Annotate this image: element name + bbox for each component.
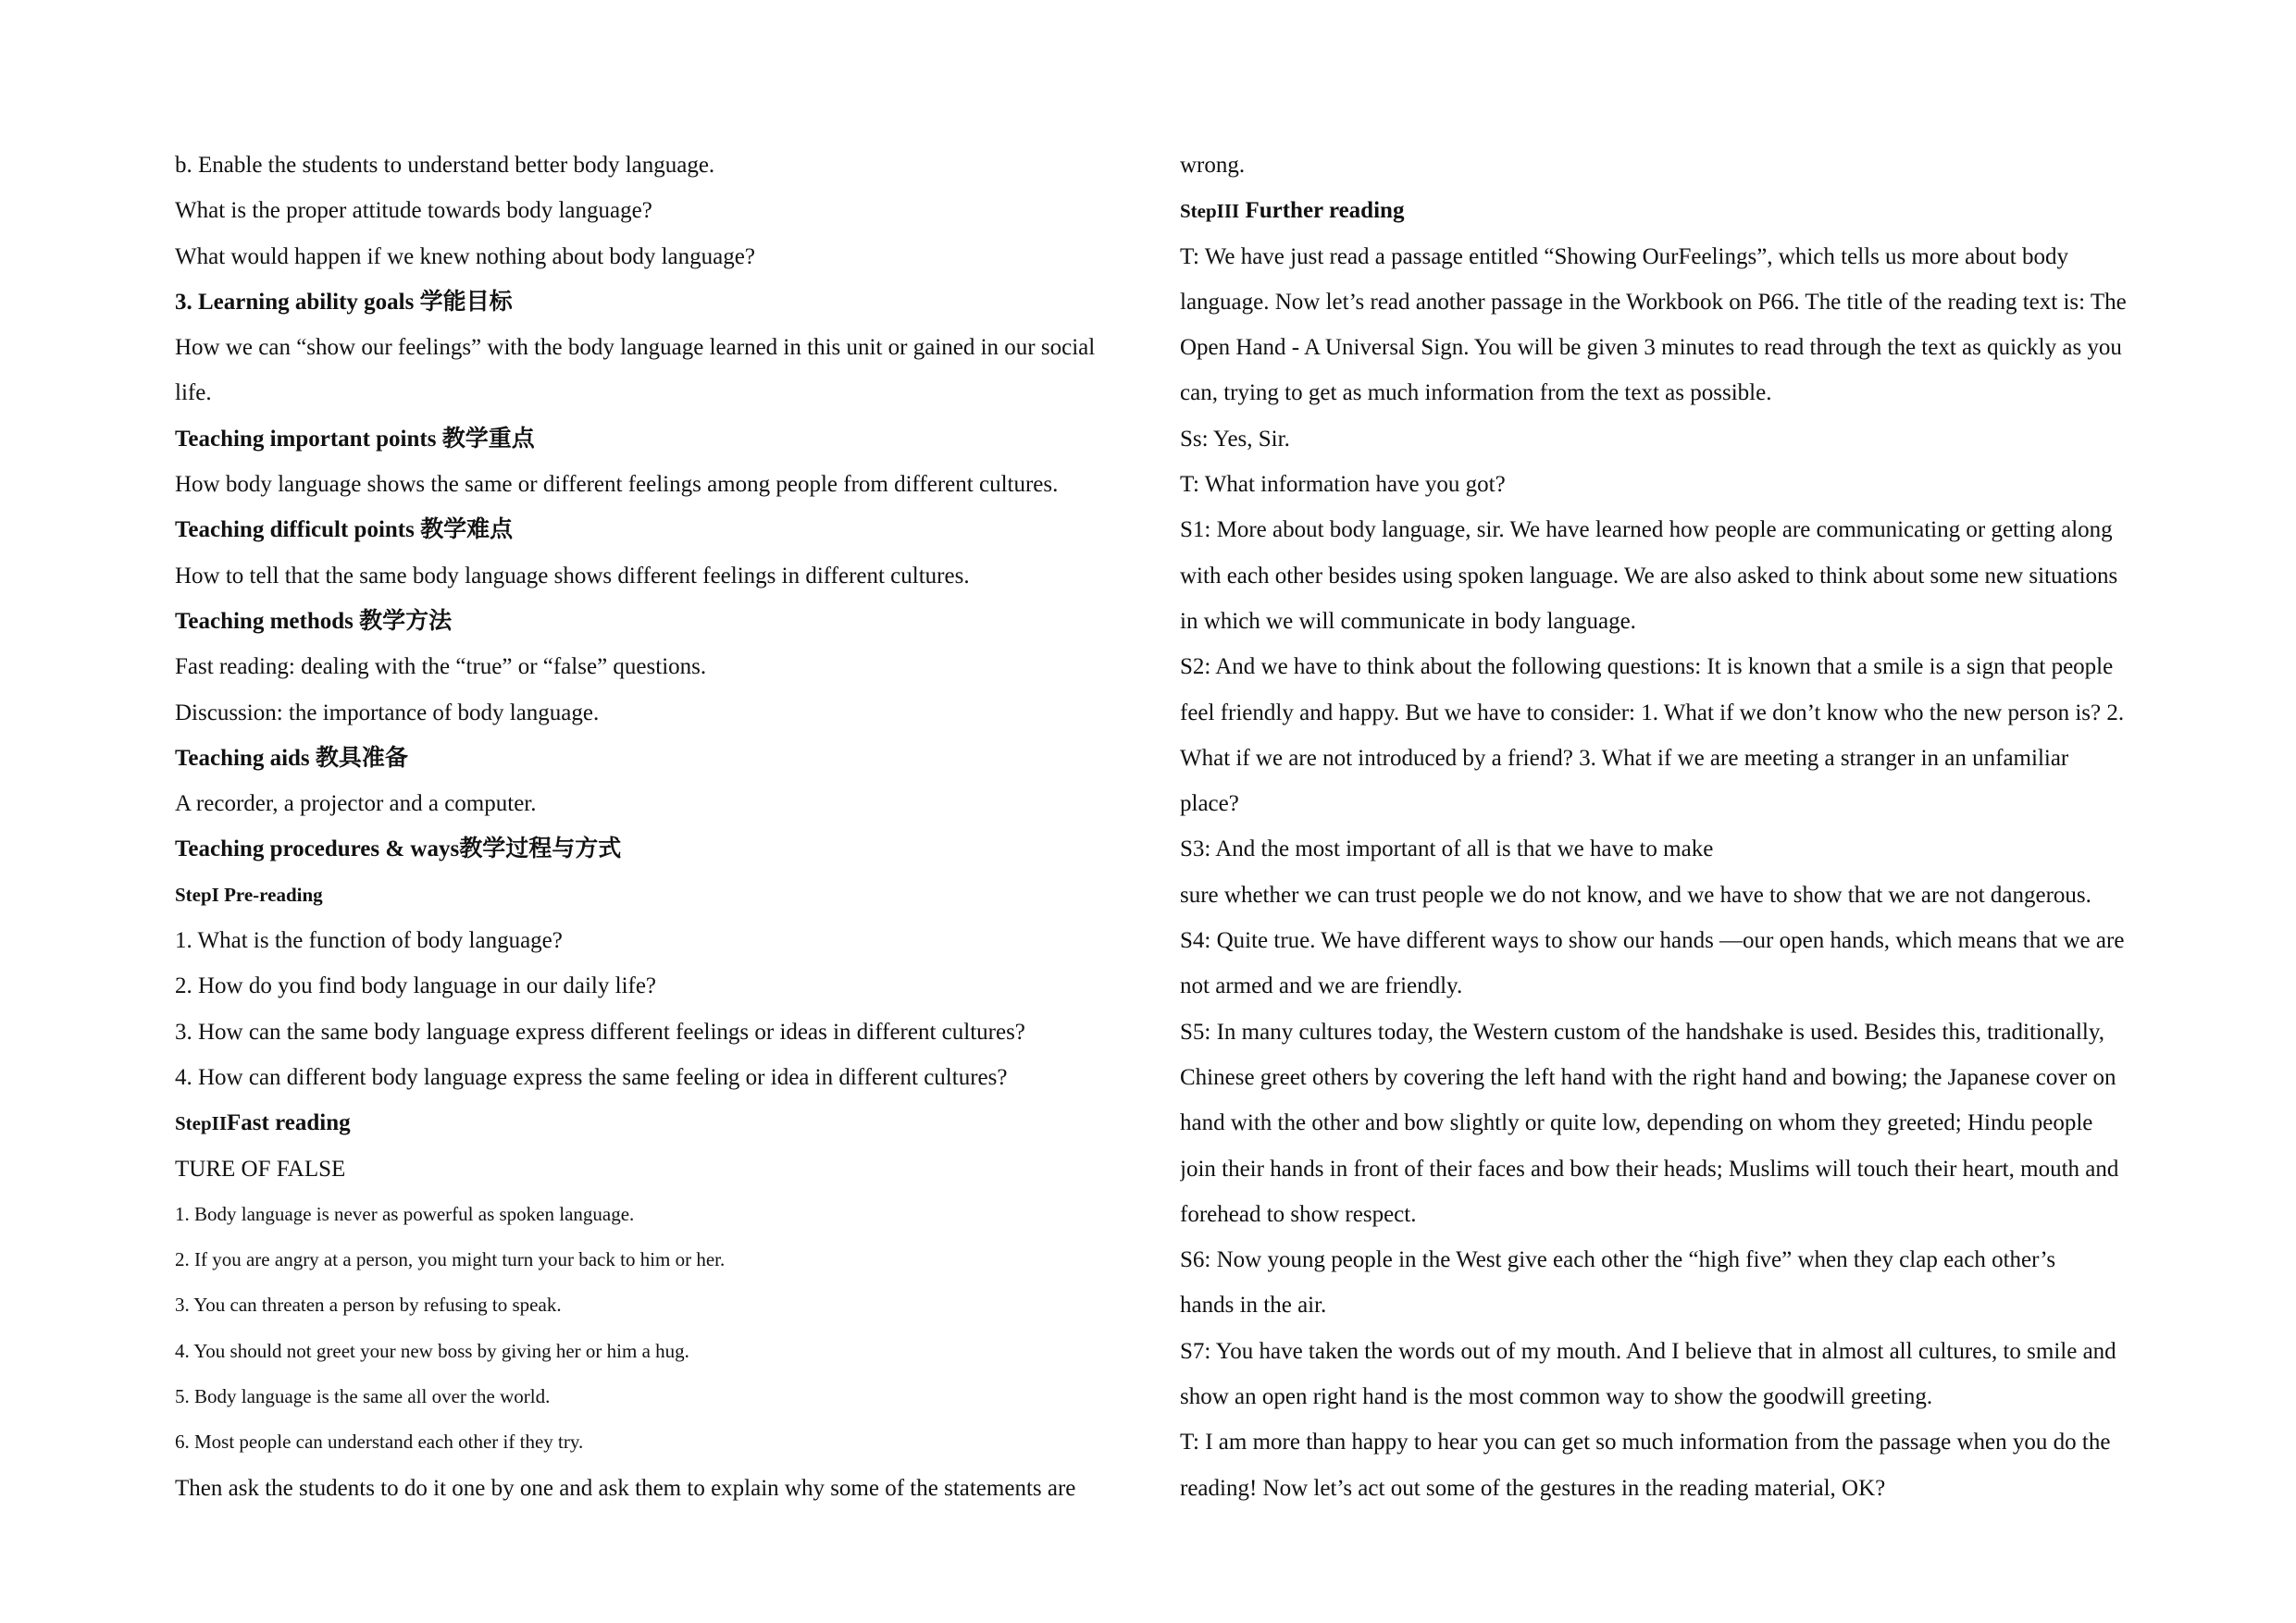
right-text-line: reading! Now let’s act out some of the gestures in the reading material, OK? — [1180, 1475, 1886, 1501]
left-text-line: How body language shows the same or different feelings among people from different cultures. — [175, 472, 1059, 498]
right-text-line: S5: In many cultures today, the Western custom of the handshake is used. Besides this, traditionally, — [1180, 1019, 2104, 1045]
step-label: StepII — [175, 1112, 228, 1135]
left-column — [175, 142, 1137, 1511]
left-text-line: 2. How do you find body language in our daily life? — [175, 973, 657, 999]
left-quiz-statement: 1. Body language is never as powerful as spoken language. — [175, 1202, 635, 1225]
left-heading: Teaching aids 教具准备 — [175, 745, 408, 771]
right-text-line: T: We have just read a passage entitled “Showing OurFeelings”, which tells us more about body — [1180, 243, 2068, 269]
right-text-line: S1: More about body language, sir. We have learned how people are communicating or getting along — [1180, 517, 2113, 543]
right-text-line: T: I am more than happy to hear you can get so much information from the passage when you do the — [1180, 1430, 2111, 1456]
right-step-heading — [1180, 188, 2142, 233]
right-text-line: Chinese greet others by covering the left hand with the right hand and bowing; the Japanese cover on — [1180, 1064, 2116, 1090]
left-heading: Teaching procedures & ways教学过程与方式 — [175, 836, 622, 862]
left-text-line: Fast reading: dealing with the “true” or “false” questions. — [175, 654, 707, 680]
left-text-line: b. Enable the students to understand better body language. — [175, 153, 715, 178]
left-text-line: TURE OF FALSE — [175, 1156, 346, 1182]
right-text-line: S2: And we have to think about the following questions: It is known that a smile is a sign that people — [1180, 654, 2114, 680]
left-text-line: How we can “show our feelings” with the body language learned in this unit or gained in our social — [175, 335, 1096, 361]
right-text-line: show an open right hand is the most common way to show the goodwill greeting. — [1180, 1384, 1933, 1410]
right-text-line: S6: Now young people in the West give each other the “high five” when they clap each other’s — [1180, 1247, 2056, 1273]
right-text-line: join their hands in front of their faces and bow their heads; Muslims will touch their heart, mouth and — [1180, 1156, 2119, 1182]
right-text-line: can, trying to get as much information from the text as possible. — [1180, 380, 1772, 406]
right-text-line: S3: And the most important of all is that we have to make — [1180, 836, 1714, 862]
step-title: Further reading — [1239, 198, 1405, 224]
right-text-line: Ss: Yes, Sir. — [1180, 426, 1290, 452]
left-text-line: life. — [175, 380, 212, 406]
left-heading: 3. Learning ability goals 学能目标 — [175, 289, 513, 315]
right-text-line: T: What information have you got? — [1180, 472, 1506, 498]
right-text-line: sure whether we can trust people we do not know, and we have to show that we are not dangerous. — [1180, 882, 2091, 908]
left-quiz-statement: 3. You can threaten a person by refusing to speak. — [175, 1294, 562, 1317]
left-quiz-statement: 4. You should not greet your new boss by giving her or him a hug. — [175, 1339, 689, 1362]
left-text-line: A recorder, a projector and a computer. — [175, 791, 537, 817]
right-text-line: in which we will communicate in body language. — [1180, 608, 1636, 634]
left-text-line: What is the proper attitude towards body language? — [175, 198, 652, 224]
right-text-line: hands in the air. — [1180, 1293, 1327, 1319]
right-text-line: language. Now let’s read another passage in the Workbook on P66. The title of the reading text is: The — [1180, 289, 2127, 315]
right-column — [1180, 142, 2142, 1511]
right-text-line: What if we are not introduced by a friend? 3. What if we are meeting a stranger in an unfamiliar — [1180, 745, 2069, 771]
right-text-line: Open Hand - A Universal Sign. You will be given 3 minutes to read through the text as quickly as you — [1180, 335, 2122, 361]
left-step-heading — [175, 1100, 1137, 1146]
left-quiz-statement: 6. Most people can understand each other if they try. — [175, 1431, 584, 1454]
right-text-line: wrong. — [1180, 153, 1246, 178]
left-text-line: 1. What is the function of body language? — [175, 928, 563, 954]
left-heading: Teaching methods 教学方法 — [175, 608, 453, 634]
left-heading: Teaching difficult points 教学难点 — [175, 517, 514, 543]
left-text-line: What would happen if we knew nothing about body language? — [175, 243, 755, 269]
left-text-line: Discussion: the importance of body language. — [175, 700, 600, 725]
step-label: StepIII — [1180, 200, 1240, 223]
right-text-line: hand with the other and bow slightly or quite low, depending on whom they greeted; Hindu people — [1180, 1110, 2093, 1136]
right-text-line: forehead to show respect. — [1180, 1201, 1417, 1227]
left-quiz-statement: 2. If you are angry at a person, you might turn your back to him or her. — [175, 1248, 726, 1271]
left-quiz-statement: 5. Body language is the same all over the world. — [175, 1385, 551, 1408]
right-text-line: S4: Quite true. We have different ways to show our hands —our open hands, which means that we are — [1180, 928, 2125, 954]
left-text-line: Then ask the students to do it one by one and ask them to explain why some of the statements are — [175, 1475, 1076, 1501]
left-text-line: How to tell that the same body language shows different feelings in different cultures. — [175, 563, 970, 588]
left-step-heading: StepI Pre-reading — [175, 883, 323, 906]
right-text-line: with each other besides using spoken language. We are also asked to think about some new situations — [1180, 563, 2118, 588]
left-text-line: 4. How can different body language express the same feeling or idea in different cultures? — [175, 1064, 1008, 1090]
left-heading: Teaching important points 教学重点 — [175, 426, 535, 452]
right-text-line: S7: You have taken the words out of my mouth. And I believe that in almost all cultures, to smile and — [1180, 1338, 2116, 1364]
right-text-line: feel friendly and happy. But we have to consider: 1. What if we don’t know who the new person is? 2. — [1180, 700, 2125, 725]
left-text-line: 3. How can the same body language express different feelings or ideas in different cultures? — [175, 1019, 1025, 1045]
right-text-line: not armed and we are friendly. — [1180, 973, 1463, 999]
step-title: Fast reading — [227, 1110, 351, 1136]
right-text-line: place? — [1180, 791, 1239, 817]
